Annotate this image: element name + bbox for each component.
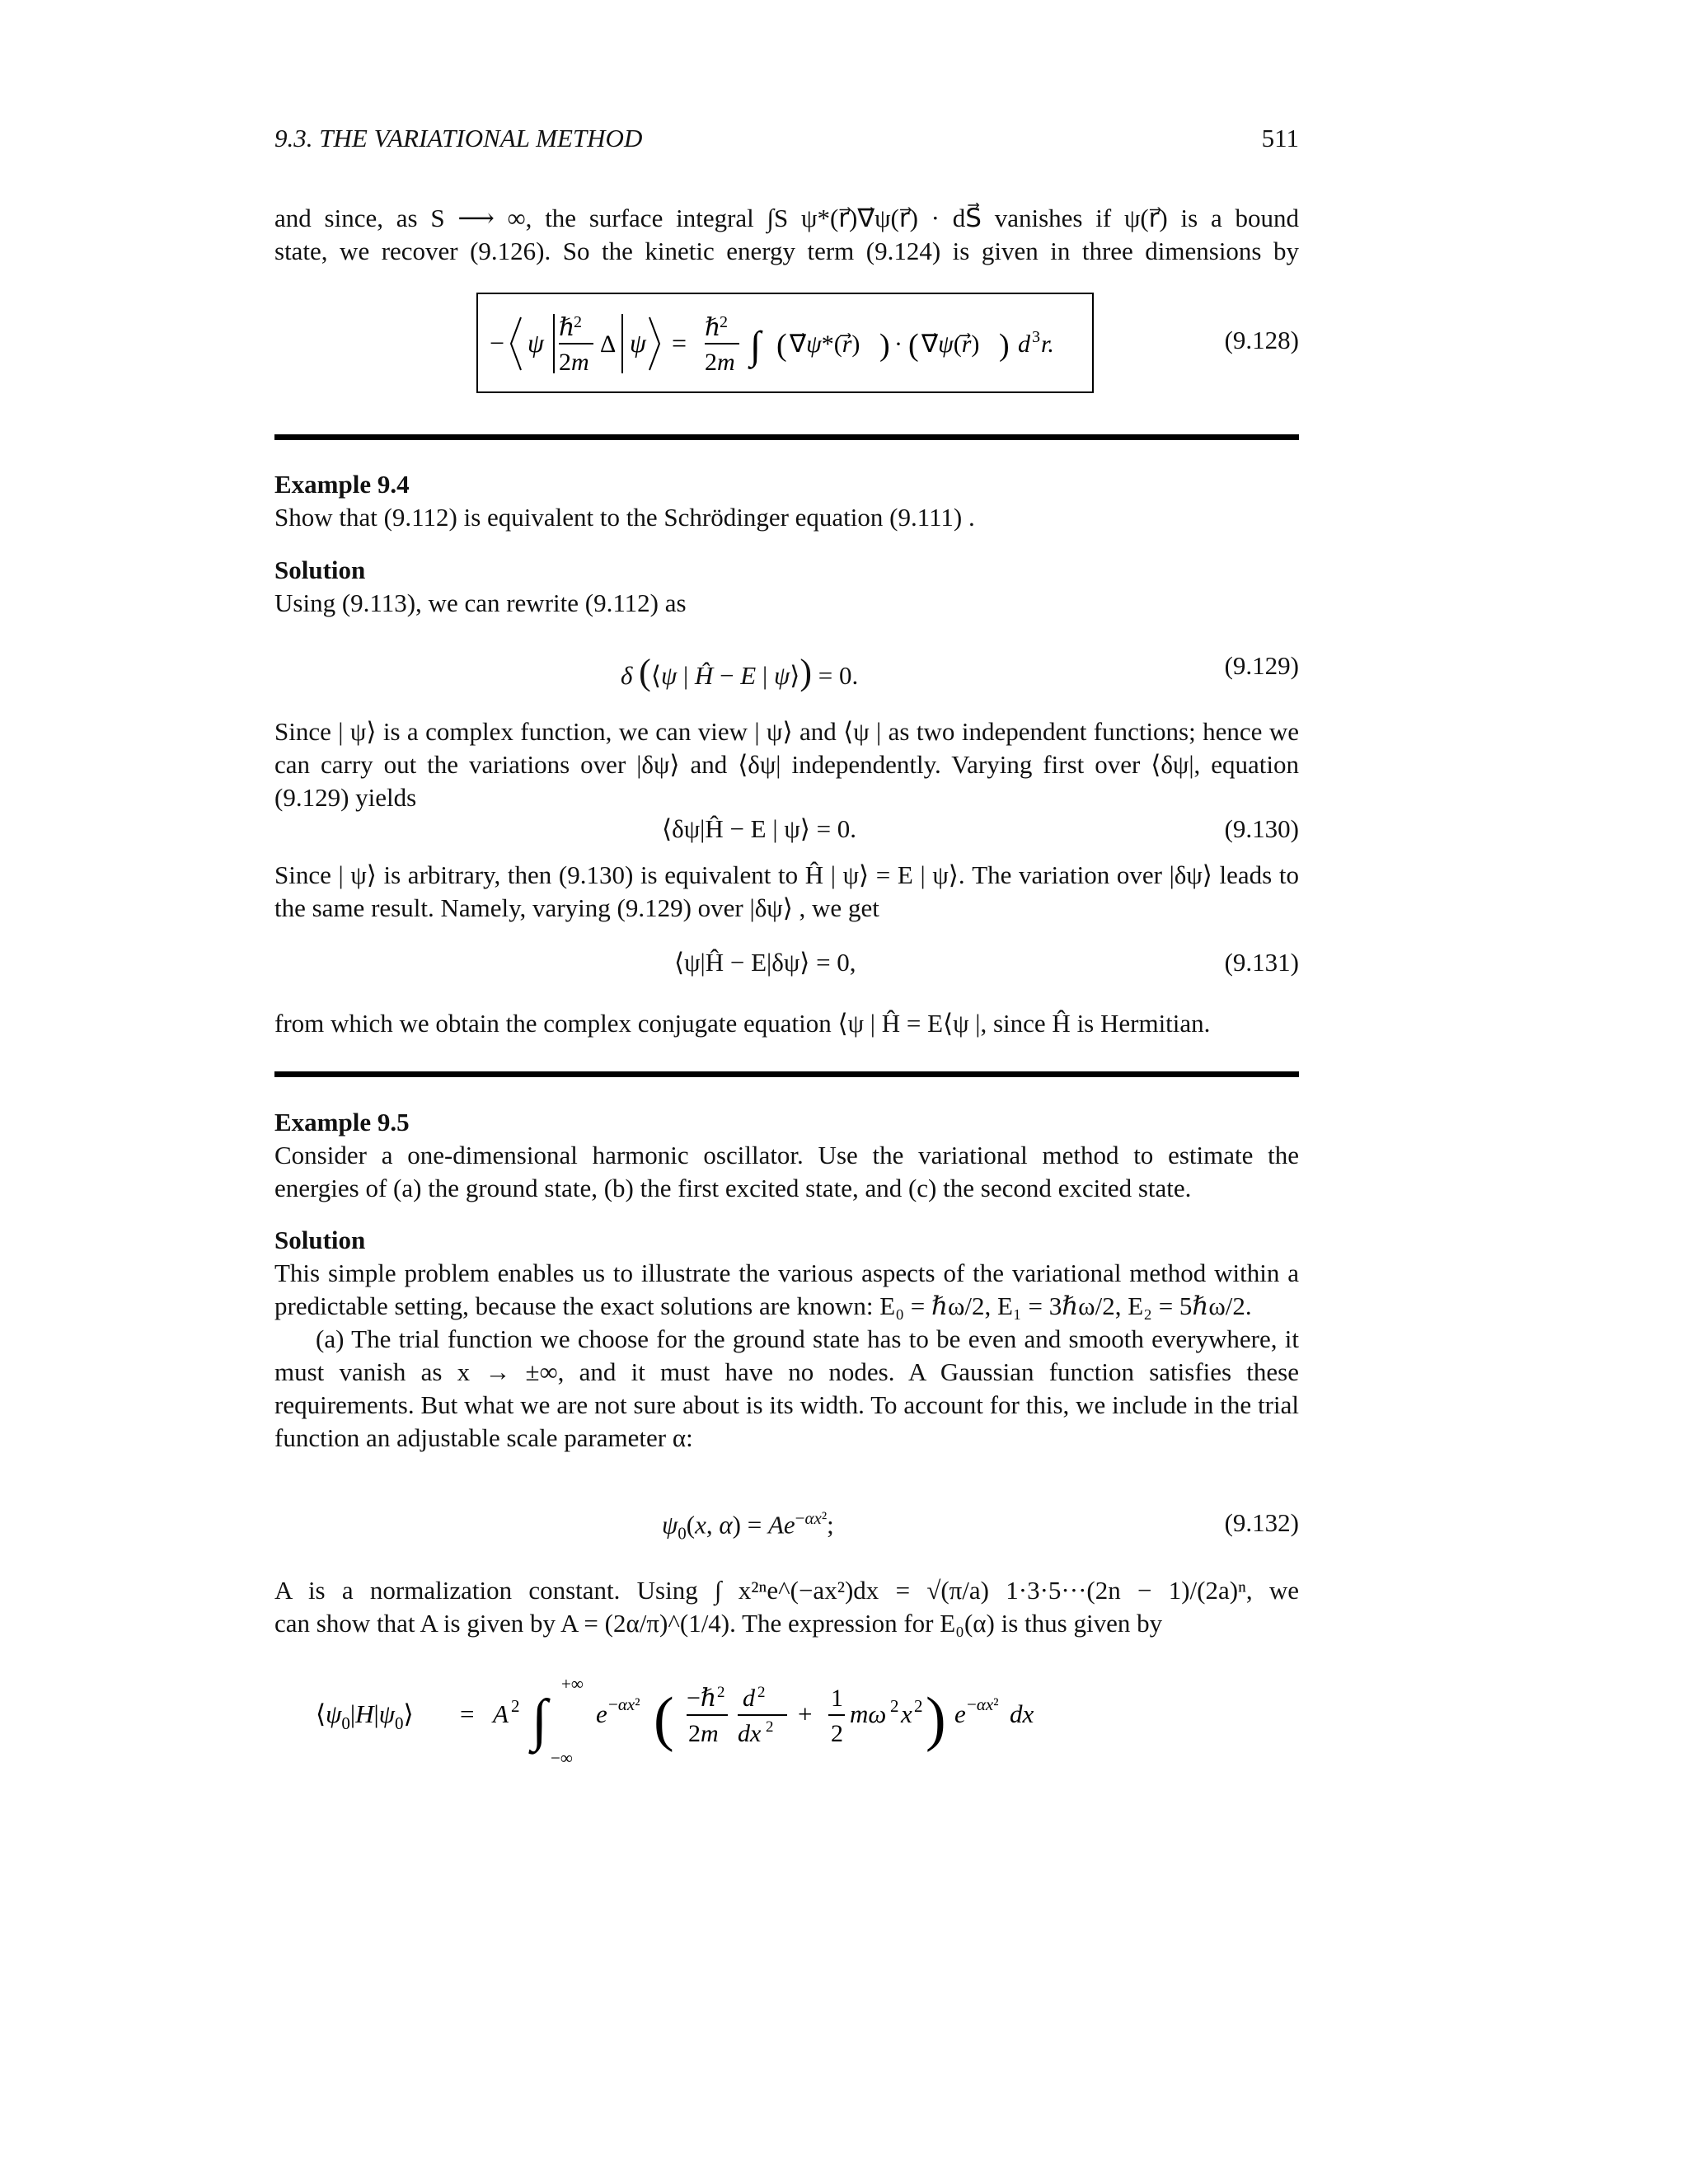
svg-text:2: 2 (914, 1696, 923, 1716)
intro-line-2: state, we recover (9.126). So the kinetic energy term (9.124) is given in three dimensions by (274, 237, 1299, 265)
intro-line-1: and since, as S ⟶ ∞, the surface integral ∫S ψ*(r⃗)∇⃗ψ(r⃗) · dS⃗ vanishes if ψ(r⃗) is a bound (274, 204, 1299, 232)
equation-expression: ⟨δψ|Ĥ − E | ψ⟩ = 0. (662, 814, 857, 843)
svg-text:2: 2 (511, 1696, 520, 1716)
example-9-5 (274, 1106, 1299, 1205)
paragraph-arbitrary (274, 859, 1299, 925)
example-statement: Show that (9.112) is equivalent to the Schrödinger equation (9.111) . (274, 503, 975, 532)
svg-text:−∞: −∞ (551, 1748, 573, 1768)
svg-text:dx: dx (1010, 1699, 1034, 1728)
svg-text:e: e (954, 1699, 966, 1728)
svg-text:A: A (493, 1699, 509, 1728)
svg-text:=: = (460, 1699, 475, 1728)
svg-text:2: 2 (831, 1720, 843, 1747)
svg-text:∇⃗ψ(r⃗): ∇⃗ψ(r⃗) (921, 330, 980, 358)
svg-text:−ℏ: −ℏ (687, 1685, 717, 1712)
equation-number: (9.131) (1224, 948, 1299, 977)
paragraph-text: from which we obtain the complex conjugate equation ⟨ψ | Ĥ = E⟨ψ |, since Ĥ is Hermitian. (274, 1009, 1211, 1038)
svg-text:+: + (798, 1699, 813, 1728)
svg-text:): ) (879, 328, 890, 363)
svg-text:2m: 2m (705, 349, 735, 376)
equation-expression: $\psi_0(x$, $\alpha) = Ae^{-\alpha x^2}$; (662, 1508, 834, 1544)
svg-text:−αx²: −αx² (608, 1694, 640, 1714)
svg-text:2: 2 (717, 1684, 725, 1701)
svg-text:·: · (894, 330, 903, 358)
svg-text:2: 2 (766, 1718, 774, 1736)
svg-text:=: = (672, 328, 687, 358)
svg-text:): ) (999, 328, 1010, 363)
example-9-4 (274, 468, 1299, 534)
example-statement: Consider a one-dimensional harmonic oscillator. Use the variational method to estimate the energies of (a) the ground state, (b) the first excited state, and (c) the second excited state. (274, 1141, 1299, 1202)
svg-text:x: x (901, 1699, 912, 1728)
example-title: Example 9.4 (274, 470, 410, 499)
paragraph-text: (a) The trial function we choose for the ground state has to be even and smooth everywhere, it must vanish as x → ±∞, and it must have no nodes. A Gaussian function satisfies these requirements. But what we are not sure about is its width. To account for this, we include in the trial function an adjustable scale parameter α: (274, 1324, 1299, 1452)
equation-expression: ⟨ψ|Ĥ − E|δψ⟩ = 0, (674, 948, 856, 977)
svg-text:3: 3 (1032, 328, 1040, 346)
section-title: 9.3. THE VARIATIONAL METHOD (274, 124, 643, 152)
paragraph-text: Since | ψ⟩ is a complex function, we can view | ψ⟩ and ⟨ψ | as two independent functions; hence we can carry out the variations over |δψ⟩ and ⟨δψ| independently. Varying first over ⟨δψ|, equation (9.129) yields (274, 717, 1299, 812)
paragraph-normalization (274, 1574, 1299, 1640)
example-9-5-solution (274, 1224, 1299, 1455)
example-title: Example 9.5 (274, 1108, 410, 1137)
equation-number: (9.132) (1224, 1508, 1299, 1537)
svg-text:Δ: Δ (600, 330, 617, 358)
svg-text:∫: ∫ (750, 324, 762, 368)
svg-text:ψ: ψ (528, 328, 544, 358)
svg-text:mω: mω (850, 1699, 887, 1728)
svg-text:ψ: ψ (630, 328, 646, 358)
svg-text:ℏ: ℏ (705, 314, 721, 341)
solution-label: Solution (274, 555, 366, 584)
equation-9-129-row (274, 651, 1299, 701)
svg-text:2m: 2m (688, 1720, 719, 1747)
paragraph-conjugate (274, 1007, 1299, 1040)
svg-text:(: ( (654, 1685, 674, 1753)
svg-text:2m: 2m (559, 349, 589, 376)
svg-text:d: d (1018, 330, 1030, 358)
equation-number: (9.129) (1224, 651, 1299, 680)
svg-text:−: − (490, 328, 505, 358)
svg-text:2: 2 (574, 313, 582, 331)
equation-9-131-row (274, 948, 1299, 997)
example-9-4-solution (274, 554, 1299, 620)
paragraph-variations (274, 715, 1299, 814)
paragraph-line-2: can show that A is given by A = (2α/π)^(1/4). The expression for E₀(α) is thus given by (274, 1609, 1163, 1638)
equation-9-130-row (274, 814, 1299, 864)
svg-text:+∞: +∞ (561, 1674, 584, 1694)
svg-text:dx: dx (738, 1720, 762, 1747)
running-header (274, 124, 1299, 157)
paragraph-text: Since | ψ⟩ is arbitrary, then (9.130) is equivalent to Ĥ | ψ⟩ = E | ψ⟩. The variation over |δψ⟩ leads to the same result. Namely, varying (9.129) over |δψ⟩ , we get (274, 860, 1299, 922)
svg-text:ℏ: ℏ (559, 314, 575, 341)
equation-expression: δ (⟨ψ | Ĥ − E | ψ⟩) = 0. (621, 652, 859, 692)
expectation-value-equation (316, 1661, 1140, 1776)
svg-text:d: d (743, 1685, 755, 1712)
svg-text:∇⃗ψ*(r⃗): ∇⃗ψ*(r⃗) (790, 330, 860, 358)
svg-text:): ) (926, 1685, 946, 1753)
example-divider (274, 434, 1299, 440)
svg-text:(: ( (908, 328, 919, 363)
svg-text:2: 2 (890, 1696, 899, 1716)
equation-number: (9.128) (1224, 326, 1299, 354)
svg-text:2: 2 (720, 313, 728, 331)
svg-text:⟨ψ0|H|ψ0⟩: $⟨\psi_0|H|\psi_0⟩$ (316, 1699, 414, 1733)
paragraph-text: This simple problem enables us to illustrate the various aspects of the variational method within a predictable setting, because the exact solutions are known: E₀ = ℏω/2, E₁ = 3ℏω/2, E₂ = 5ℏω/2. (274, 1258, 1299, 1320)
solution-label: Solution (274, 1226, 366, 1254)
svg-text:r.: r. (1041, 330, 1054, 358)
page-number: 511 (1261, 124, 1299, 152)
equation-9-128-row (274, 326, 1299, 375)
svg-text:2: 2 (757, 1684, 766, 1701)
svg-text:1: 1 (831, 1685, 843, 1712)
example-divider (274, 1071, 1299, 1077)
paragraph-line-1: A is a normalization constant. Using ∫ x²ⁿe^(−ax²)dx = √(π/a) 1·3·5···(2n − 1)/(2a)ⁿ, we (274, 1576, 1299, 1605)
intro-paragraph (274, 202, 1299, 268)
svg-text:(: ( (776, 328, 787, 363)
equation-number: (9.130) (1224, 814, 1299, 843)
svg-text:∫: ∫ (532, 1689, 548, 1752)
svg-text:−αx²: −αx² (967, 1694, 999, 1714)
solution-line: Using (9.113), we can rewrite (9.112) as (274, 588, 687, 617)
svg-text:e: e (596, 1699, 607, 1728)
equation-9-132-row (274, 1508, 1299, 1558)
